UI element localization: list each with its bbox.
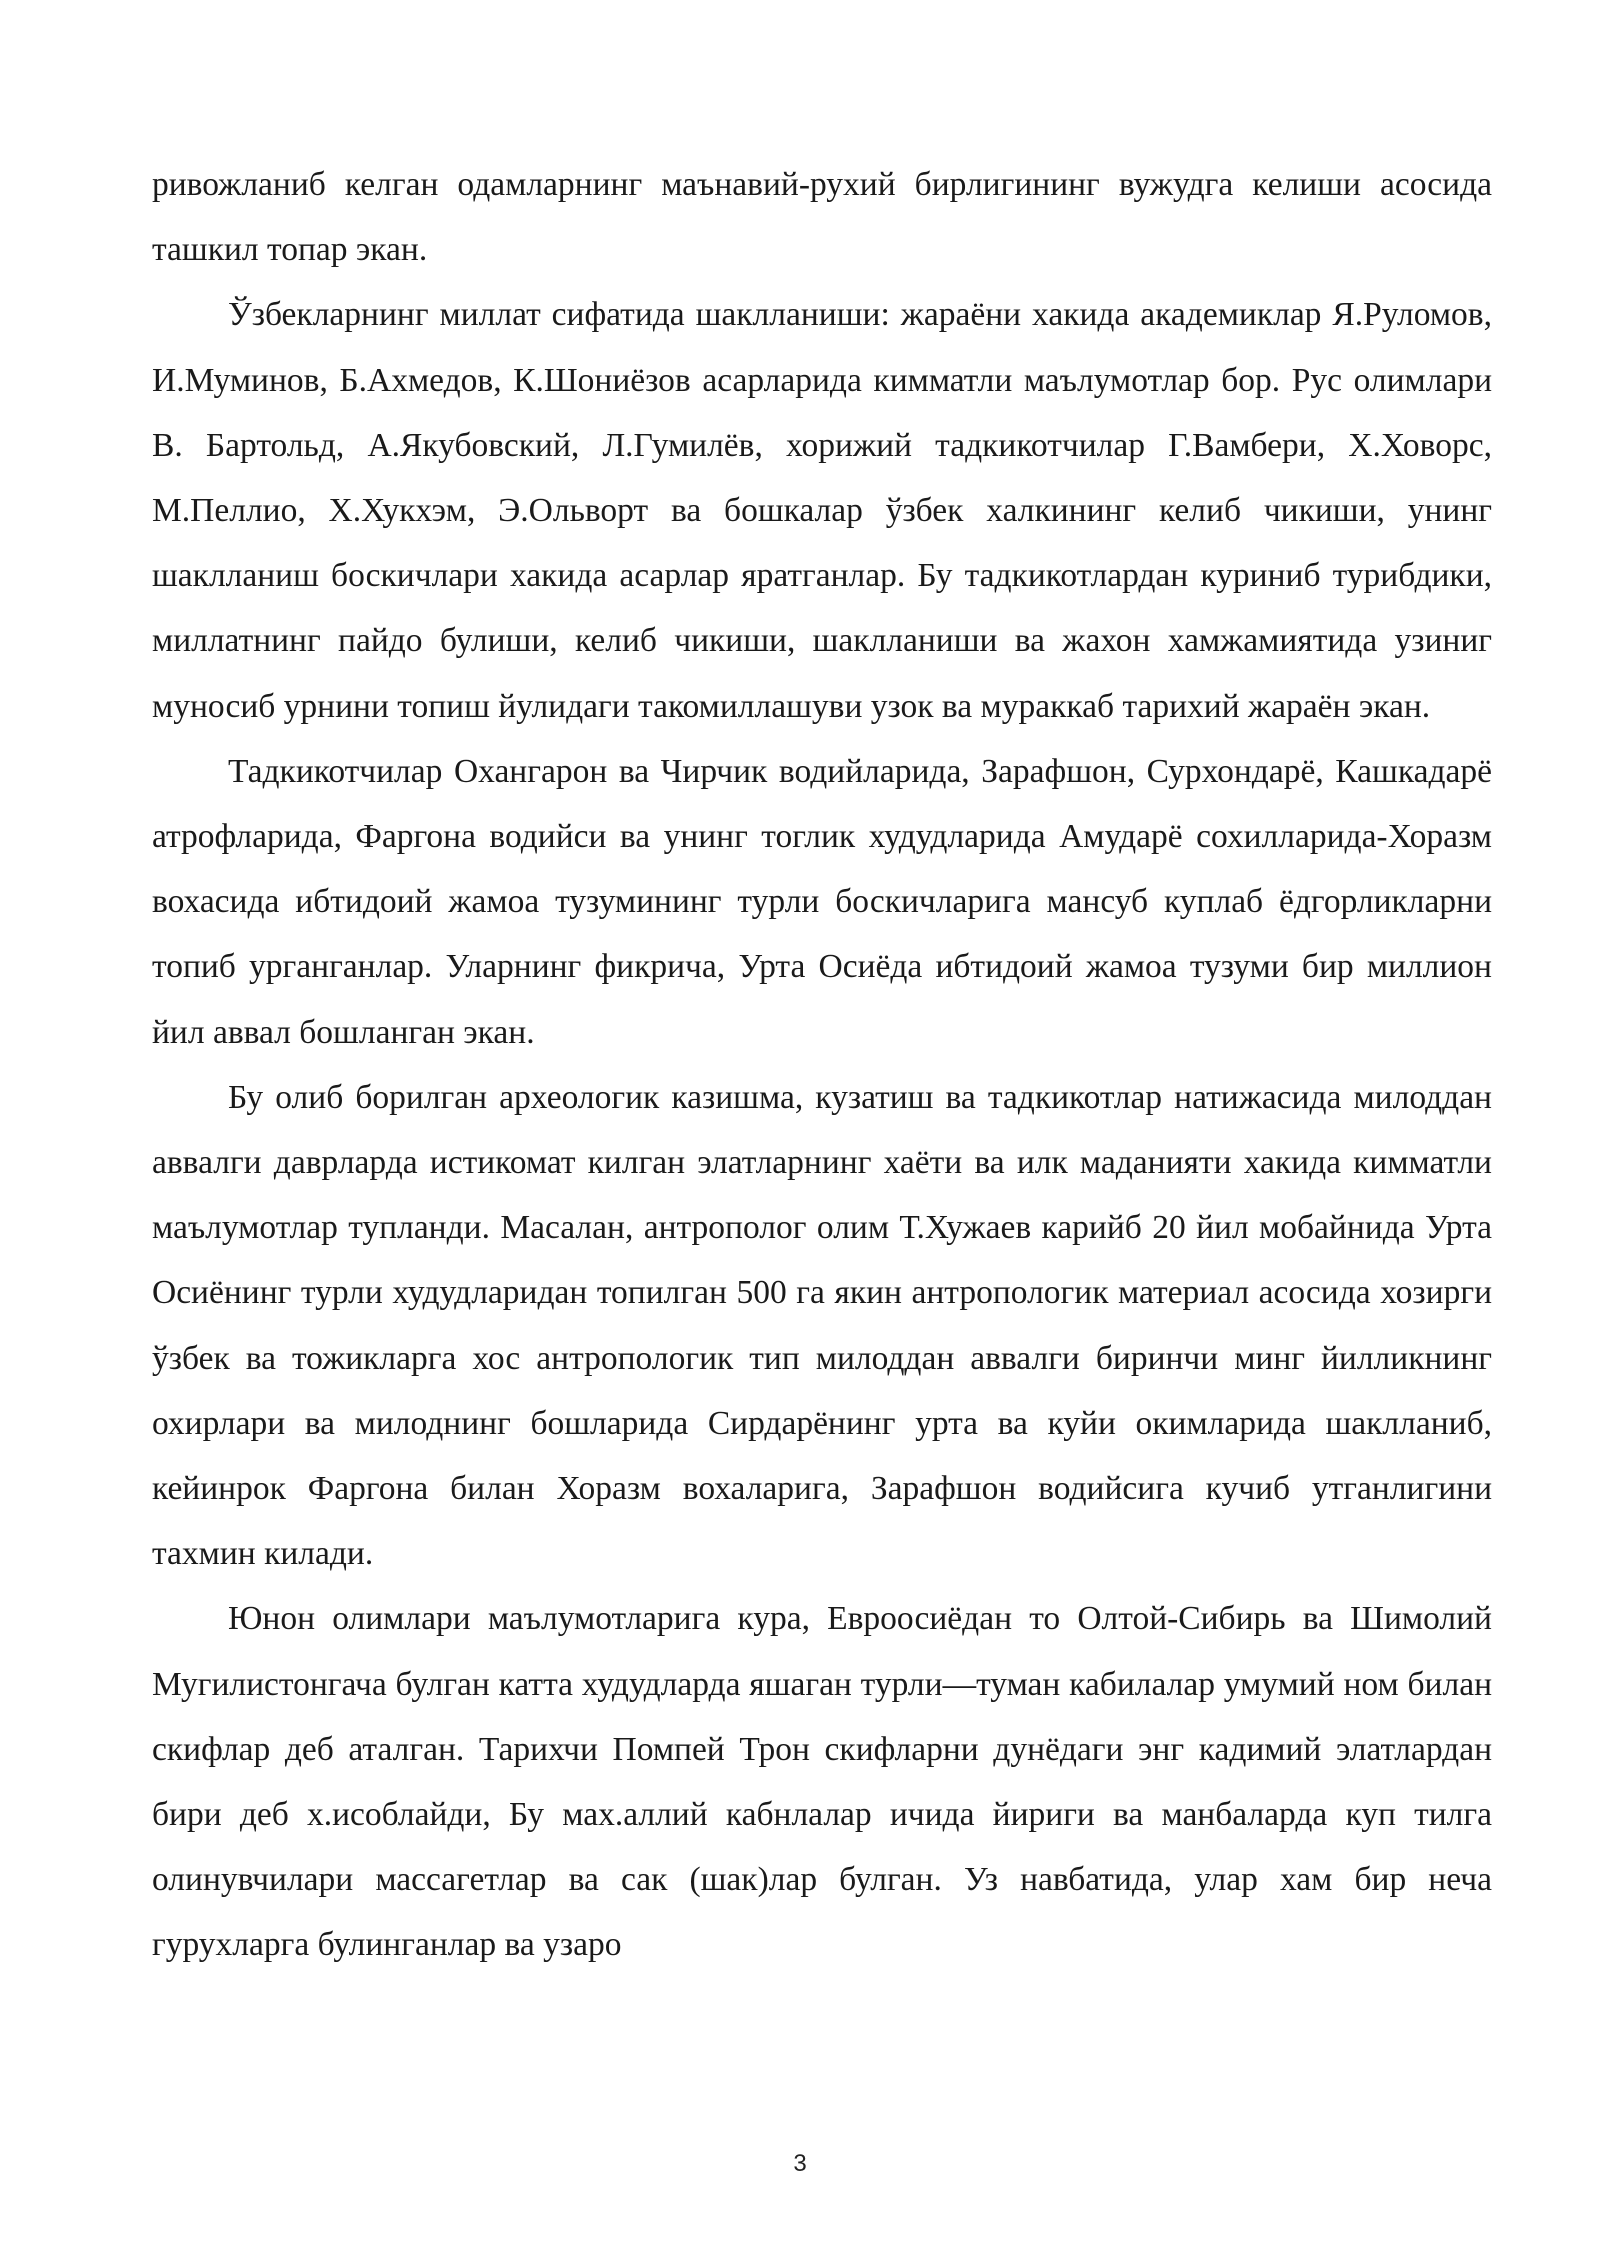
body-text (152, 152, 1492, 1978)
paragraph-continuation: ривожланиб келган одамларнинг маънавий-рухий бирлигининг вужудга келиши асосида ташкил топар экан. (152, 166, 1492, 269)
paragraph-greek-scholars: Юнон олимлари маълумотларига кура, Евроосиёдан то Олтой-Сибирь ва Шимолий Мугилистонгача булган катта худудларда яшаган турли—туман кабилалар умумий ном билан скифлар деб аталган. Тарихчи Помпей Трон скифларни дунёдаги энг кадимий элатлардан бири деб х.исоблайди, Бу мах.аллий кабнлалар ичида йириги ва манбаларда куп тилга олинувчилари массагетлар ва сак (шак)лар булган. Уз навбатида, улар хам бир неча гурухларга булинганлар ва узаро (152, 1600, 1492, 1964)
paragraph-uzbek-nation-formation: Ўзбекларнинг миллат сифатида шаклланиши: жараёни хакида академиклар Я.Руломов, И.Муминов, Б.Ахмедов, К.Шониёзов асарларида кимматли маълумотлар бор. Рус олимлари В. Бартольд, А.Якубовский, Л.Гумилёв, хорижий тадкикотчилар Г.Вамбери, Х.Ховорс, М.Пеллио, Х.Хукхэм, Э.Ольворт ва бошкалар ўзбек халкининг келиб чикиши, унинг шаклланиш боскичлари хакида асарлар яратганлар. Бу тадкикотлардан куриниб турибдики, миллатнинг пайдо булиши, келиб чикиши, шаклланиши ва жахон хамжамиятида узиниг муносиб урнини топиш йулидаги такомиллашуви узок ва мураккаб тарихий жараён экан. (152, 296, 1492, 725)
paragraph-researchers-findings: Тадкикотчилар Охангарон ва Чирчик водийларида, Зарафшон, Сурхондарё, Кашкадарё атрофларида, Фаргона водийси ва унинг тоглик худудларида Амударё сохилларида-Хоразм вохасида ибтидоий жамоа тузумининг турли боскичларига мансуб куплаб ёдгорликларни топиб урганганлар. Уларнинг фикрича, Урта Осиёда ибтидоий жамоа тузуми бир миллион йил аввал бошланган экан. (152, 752, 1492, 1051)
page-number: 3 (793, 2150, 807, 2177)
paragraph-archaeological-research: Бу олиб борилган археологик казишма, кузатиш ва тадкикотлар натижасида милоддан аввалги даврларда истикомат килган элатларнинг хаёти ва илк маданияти хакида кимматли маълумотлар тупланди. Масалан, антрополог олим Т.Хужаев карийб 20 йил мобайнида Урта Осиёнинг турли худудларидан топилган 500 га якин антропологик материал асосида хозирги ўзбек ва тожикларга хос антропологик тип милоддан аввалги биринчи минг йилликнинг охирлари ва милоднинг бошларида Сирдарёнинг урта ва куйи окимларида шаклланиб, кейинрок Фаргона билан Хоразм вохаларига, Зарафшон водийсига кучиб утганлигини тахмин килади. (152, 1078, 1492, 1573)
